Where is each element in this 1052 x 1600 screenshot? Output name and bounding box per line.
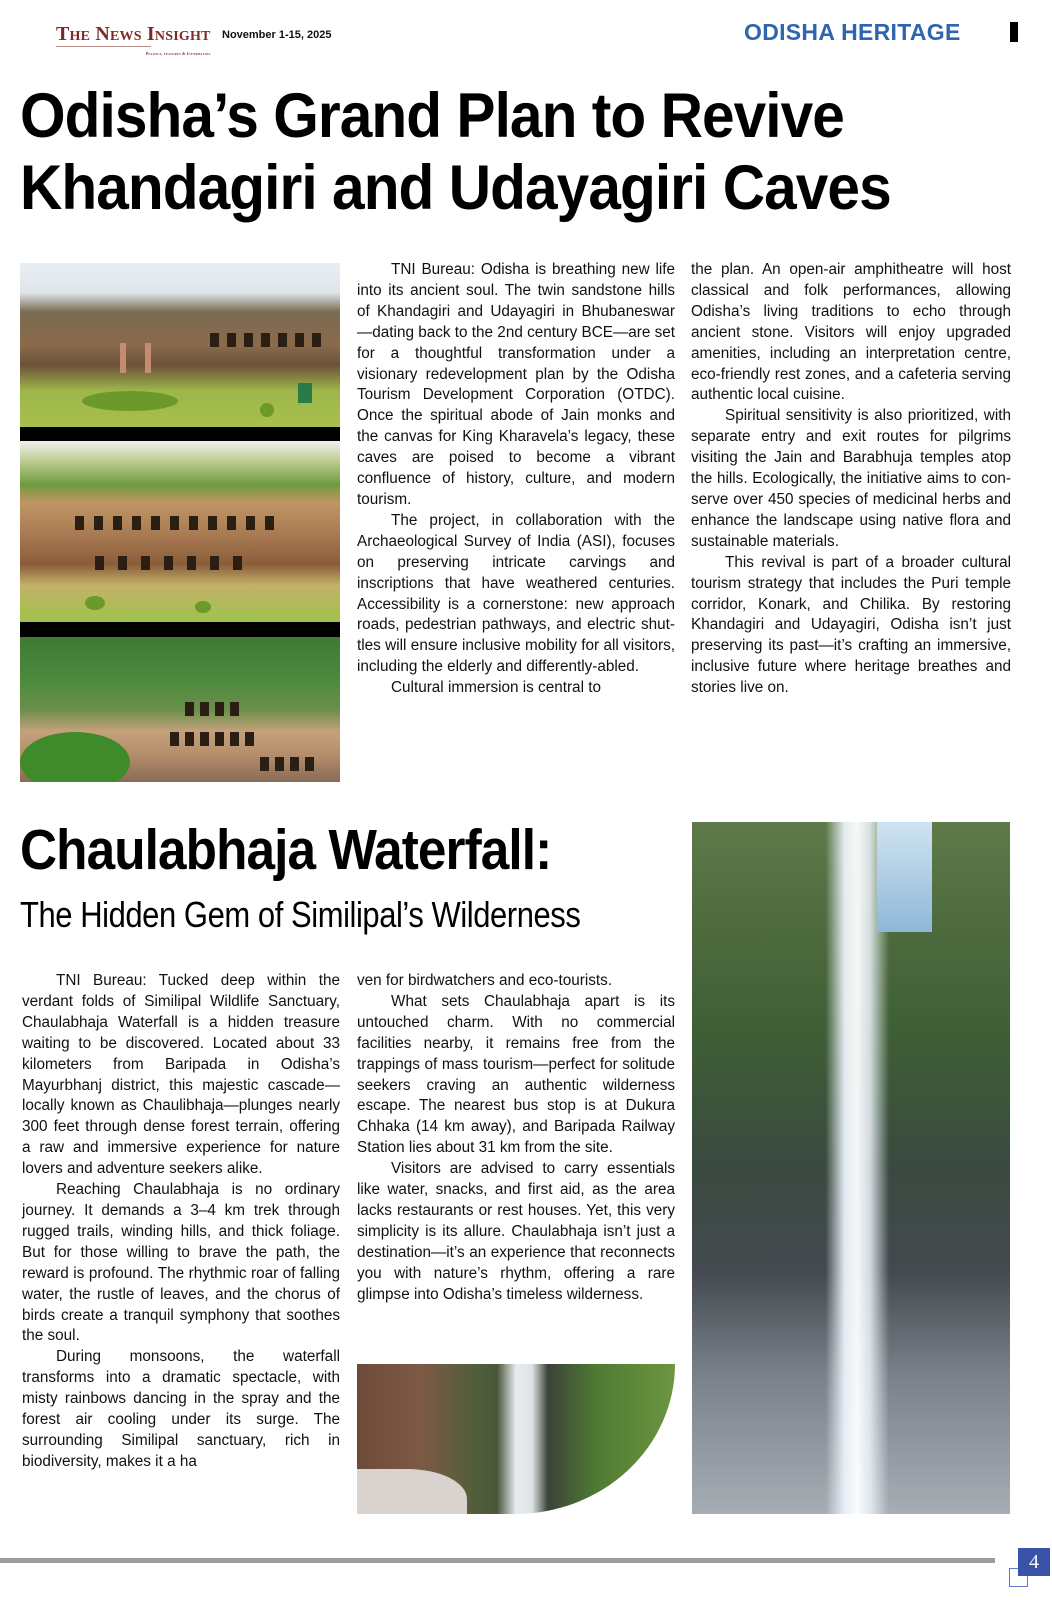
article2-paragraph: TNI Bureau: Tucked deep within the verdant folds of Similipal Wildlife Sanctuary, Chaulabhaja Waterfall is a hidden treasure waiting to be discovered. Located about 33 kilometers from Baripada in Odisha’s Mayurbhanj district, this majestic cascade—locally known as Chaulibhaja—plunges nearly 300 feet through dense forest terrain, offering a raw and immersive experience for nature lovers and adventure seekers alike.: [22, 972, 340, 1178]
article1-paragraph: Cultural immersion is central to: [391, 679, 601, 697]
photo-cave-openings: [260, 757, 314, 771]
article2-paragraph: Visitors are advised to carry essentials like water, snacks, and first aid, as the area lacks restaurants or rest houses. Yet, this very simplicity is its allure. Chaulabhaja isn’t just a destination—it’s an experience that reconnects you with nature’s rhythm, offering a rare glimpse into Odisha’s timeless wilderness.: [357, 1160, 675, 1303]
logo-underline: [56, 46, 151, 47]
photo-rock: [357, 1469, 467, 1514]
photo-sky: [877, 822, 932, 932]
article1-paragraph: This revival is part of a broader cultural tourism strategy that includes the Puri temple corridor, Konark, and Chilika. By restoring Khandagiri and Udayagiri, Odisha isn’t just preserving its past—it’s crafting an immersive, inclusive future where heritage breathes and stories live on.: [691, 553, 1011, 697]
article2-subheadline: The Hidden Gem of Similipal’s Wilderness: [20, 894, 581, 935]
article1-column-1: [357, 260, 675, 699]
photo-cave-openings: [170, 732, 254, 746]
article2-column-1: [22, 971, 340, 1473]
article1-paragraph: Spiritual sensitivity is also prioritized, with separate entry and exit routes for pilgrims visiting the Jain and Barabhuja temples atop the hills. Ecologically, the initiative aims to conserve over 450 species of medicinal herbs and enhance the landscape using native flora and sustainable materials.: [691, 407, 1011, 550]
article2-paragraph: What sets Chaulabhaja apart is its untouched charm. With no commercial facilities nearby, it remains free from the trappings of mass tourism—perfect for solitude seekers craving an authentic wilderness escape. The nearest bus stop is at Dukura Chhaka (14 km away), and Baripada Railway Station lies about 31 km from the site.: [357, 992, 675, 1157]
photo-shrub: [260, 403, 274, 417]
photo-pillar: [120, 343, 126, 373]
photo-cave-openings: [185, 702, 239, 716]
photo-cave-openings: [210, 333, 321, 347]
udayagiri-cave-courtyard-photo: [20, 263, 340, 427]
article1-paragraph: TNI Bureau: Odisha is breathing new life into its ancient soul. The twin sandstone hills of Khandagiri and Udayagiri in Bhubaneswar—dating back to the 2nd century BCE—are set for a thoughtful transformation under a visionary redevelopment plan by the Odisha Tourism Development Corporation (OTDC). Once the spiritual abode of Jain monks and the canvas for King Kharavela’s legacy, these caves are poised to become a vibrant confluence of history, culture, and modern tourism.: [357, 261, 676, 508]
article2-headline: Chaulabhaja Waterfall:: [20, 818, 552, 882]
page-number: 4: [1018, 1548, 1050, 1576]
article1-column-2: [691, 260, 1011, 699]
article1-headline-line2: Khandagiri and Udayagiri Caves: [20, 153, 891, 223]
article1-headline: [20, 80, 969, 224]
publication-name: The News Insight: [56, 23, 211, 45]
issue-date: November 1-15, 2025: [222, 29, 332, 41]
photo-shrub: [195, 601, 211, 613]
photo-cave-openings-upper: [75, 516, 274, 530]
photo-foliage: [20, 732, 130, 782]
chaulabhaja-waterfall-pool-photo: [357, 1364, 675, 1514]
photo-cave-openings-lower: [95, 556, 242, 570]
photo-bin: [298, 383, 312, 403]
section-marker-bar: [1010, 22, 1018, 42]
chaulabhaja-waterfall-tall-photo: [692, 822, 1010, 1514]
article2-paragraph: ven for birdwatchers and eco-tourists.: [357, 972, 613, 989]
photo-separator: [20, 427, 340, 442]
publication-tagline: Politics, features & Information: [145, 51, 211, 56]
publication-logo: [56, 23, 211, 56]
article2-paragraph: Reaching Chaulabhaja is no ordinary journey. It demands a 3–4 km trek through rugged trails, winding hills, and thick foliage. But for those willing to brave the path, the reward is profound. The rhythmic roar of falling water, the rustle of leaves, and the chorus of birds create a tranquil symphony that soothes the soul.: [22, 1181, 340, 1345]
udayagiri-two-storey-cave-photo: [20, 441, 340, 622]
masthead: [56, 23, 211, 56]
footer-rule: [0, 1558, 995, 1563]
photo-pillar: [145, 343, 151, 373]
article2-column-2: [357, 971, 675, 1306]
photo-shrub: [85, 596, 105, 610]
khandagiri-hillside-caves-photo: [20, 637, 340, 782]
photo-hedge: [82, 391, 178, 411]
article1-paragraph: the plan. An open-air amphitheatre will host classical and folk performances, allowing Odisha’s living traditions to echo through ancient stone. Visitors will enjoy upgraded amenities, including an interpretation centre, eco-friendly rest zones, and a cafeteria serving authentic local cuisine.: [691, 261, 1011, 404]
article1-headline-line1: Odisha’s Grand Plan to Revive: [20, 81, 844, 151]
section-label: ODISHA HERITAGE: [744, 19, 961, 45]
article1-paragraph: The project, in collaboration with the Archaeological Survey of India (ASI), focuses on preserving intricate carvings and inscriptions that have weathered centuries. Accessibility is a cornerstone: new approach roads, pedestrian pathways, and electric shuttles will ensure inclusive mobility for all visitors, including the elderly and differently-abled.: [357, 511, 675, 676]
article2-paragraph: During monsoons, the waterfall transforms into a dramatic spectacle, with misty rainbows dancing in the spray and the forest air cooling under its surge. The surrounding Similipal sanctuary, rich in biodiversity, makes it a ha: [22, 1348, 340, 1470]
photo-separator: [20, 622, 340, 637]
